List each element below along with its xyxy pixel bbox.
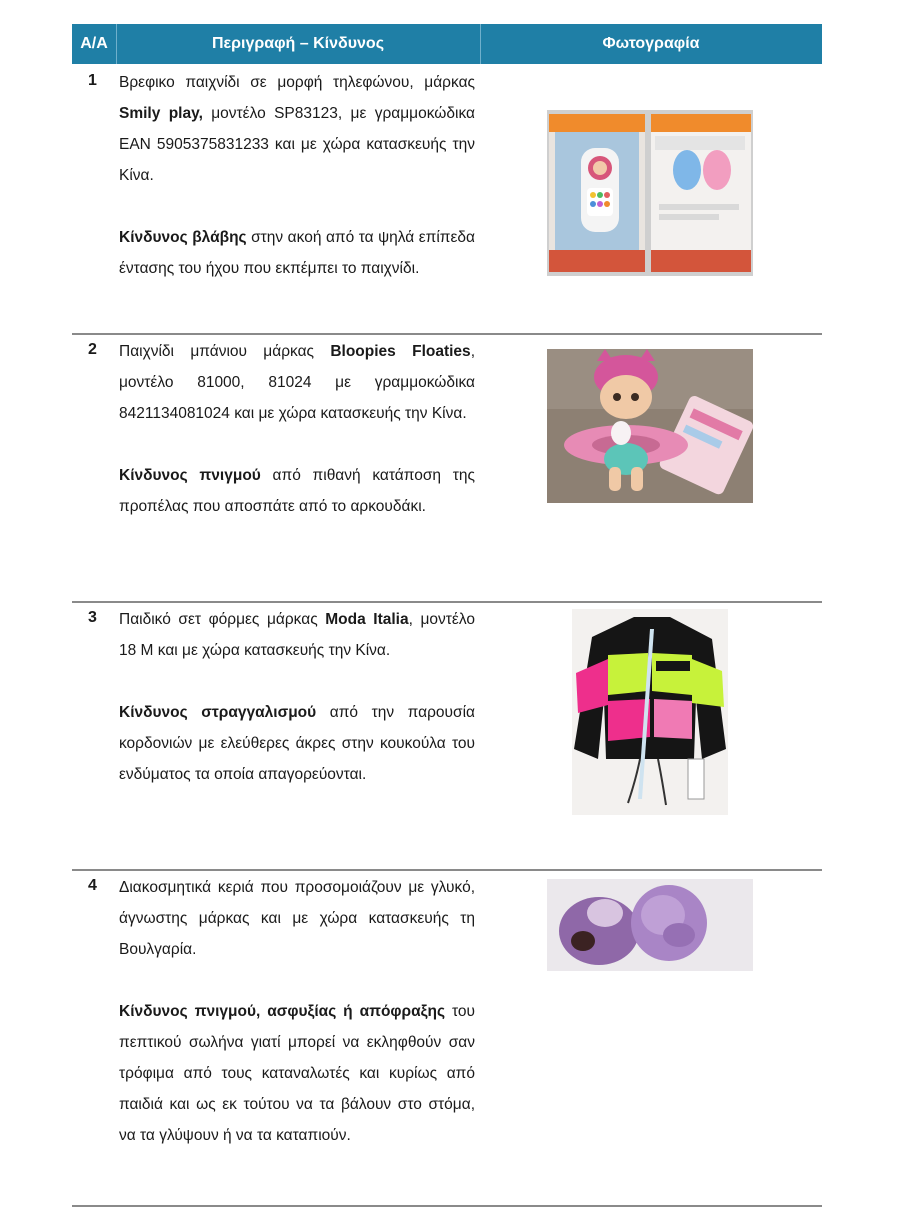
risk-description: Κίνδυνος πνιγμού από πιθανή κατάποση της προπέλας που αποσπάτε από το αρκουδάκι.	[119, 467, 475, 515]
risk-title: Κίνδυνος βλάβης	[119, 229, 247, 246]
risk-description: Κίνδυνος βλάβης στην ακοή από τα ψηλά επίπεδα έντασης του ήχου που εκπέμπει το παιχνίδι.	[119, 229, 476, 277]
row-number: 4	[88, 877, 97, 894]
product-description: Διακοσμητικά κεριά που προσομοιάζουν με γλυκό, άγνωστης μάρκας και με χώρα κατασκευής τη Βουλγαρία.	[119, 879, 475, 958]
row-number: 1	[88, 72, 97, 89]
risk-description: Κίνδυνος στραγγαλισμού από την παρουσία κορδονιών με ελεύθερες άκρες στην κουκούλα του ενδύματος τα οποία απαγορεύονται.	[119, 704, 475, 783]
product-description: Παιχνίδι μπάνιου μάρκας Bloopies Floaties, μοντέλο 81000, 81024 με γραμμοκώδικα 8421134081024 και με χώρα κατασκευής την Κίνα.	[119, 343, 475, 422]
product-photo	[572, 609, 728, 815]
row-description	[119, 872, 475, 1151]
table-row	[72, 869, 822, 1207]
row-number: 2	[88, 341, 97, 358]
risk-title: Κίνδυνος στραγγαλισμού	[119, 704, 317, 721]
bath-doll-float-icon	[547, 349, 753, 503]
header-photo: Φωτογραφία	[602, 35, 700, 52]
header-description: Περιγραφή – Κίνδυνος	[116, 24, 481, 64]
product-photo	[547, 349, 753, 503]
brand-name: Bloopies Floaties	[330, 343, 471, 360]
row-description	[119, 336, 475, 522]
table-row	[72, 333, 822, 603]
row-description	[119, 604, 475, 790]
product-photo	[547, 110, 753, 276]
brand-name: Smily play,	[119, 105, 203, 122]
header-aa: Α/Α	[72, 24, 117, 64]
cake-candles-icon	[547, 879, 753, 971]
row-number: 3	[88, 609, 97, 626]
brand-name: Moda Italia	[325, 611, 409, 628]
table-row	[72, 64, 822, 335]
risk-description: Κίνδυνος πνιγμού, ασφυξίας ή απόφραξης του πεπτικού σωλήνα γιατί μπορεί να εκληφθούν σαν τρόφιμα από τους καταναλωτές και κυρίως από παιδιά και ως εκ τούτου να τα βάλουν στο στόμα, να τα γλύψουν ή να τα καταπιούν.	[119, 1003, 475, 1144]
risk-title: Κίνδυνος πνιγμού	[119, 467, 261, 484]
toy-phone-packaging-icon	[547, 110, 753, 276]
product-description: Παιδικό σετ φόρμες μάρκας Moda Italia, μοντέλο 18 Μ και με χώρα κατασκευής την Κίνα.	[119, 611, 475, 659]
table-header	[72, 24, 822, 64]
risk-title: Κίνδυνος πνιγμού, ασφυξίας ή απόφραξης	[119, 1003, 446, 1020]
kids-jacket-icon	[572, 609, 728, 815]
product-description: Βρεφικο παιχνίδι σε μορφή τηλεφώνου, μάρκας Smily play, μοντέλο SP83123, με γραμμοκώδικα EAN 5905375831233 και με χώρα κατασκευής την Κίνα.	[119, 74, 475, 184]
row-description	[119, 67, 475, 284]
table-row	[72, 601, 822, 871]
product-photo	[547, 879, 753, 971]
